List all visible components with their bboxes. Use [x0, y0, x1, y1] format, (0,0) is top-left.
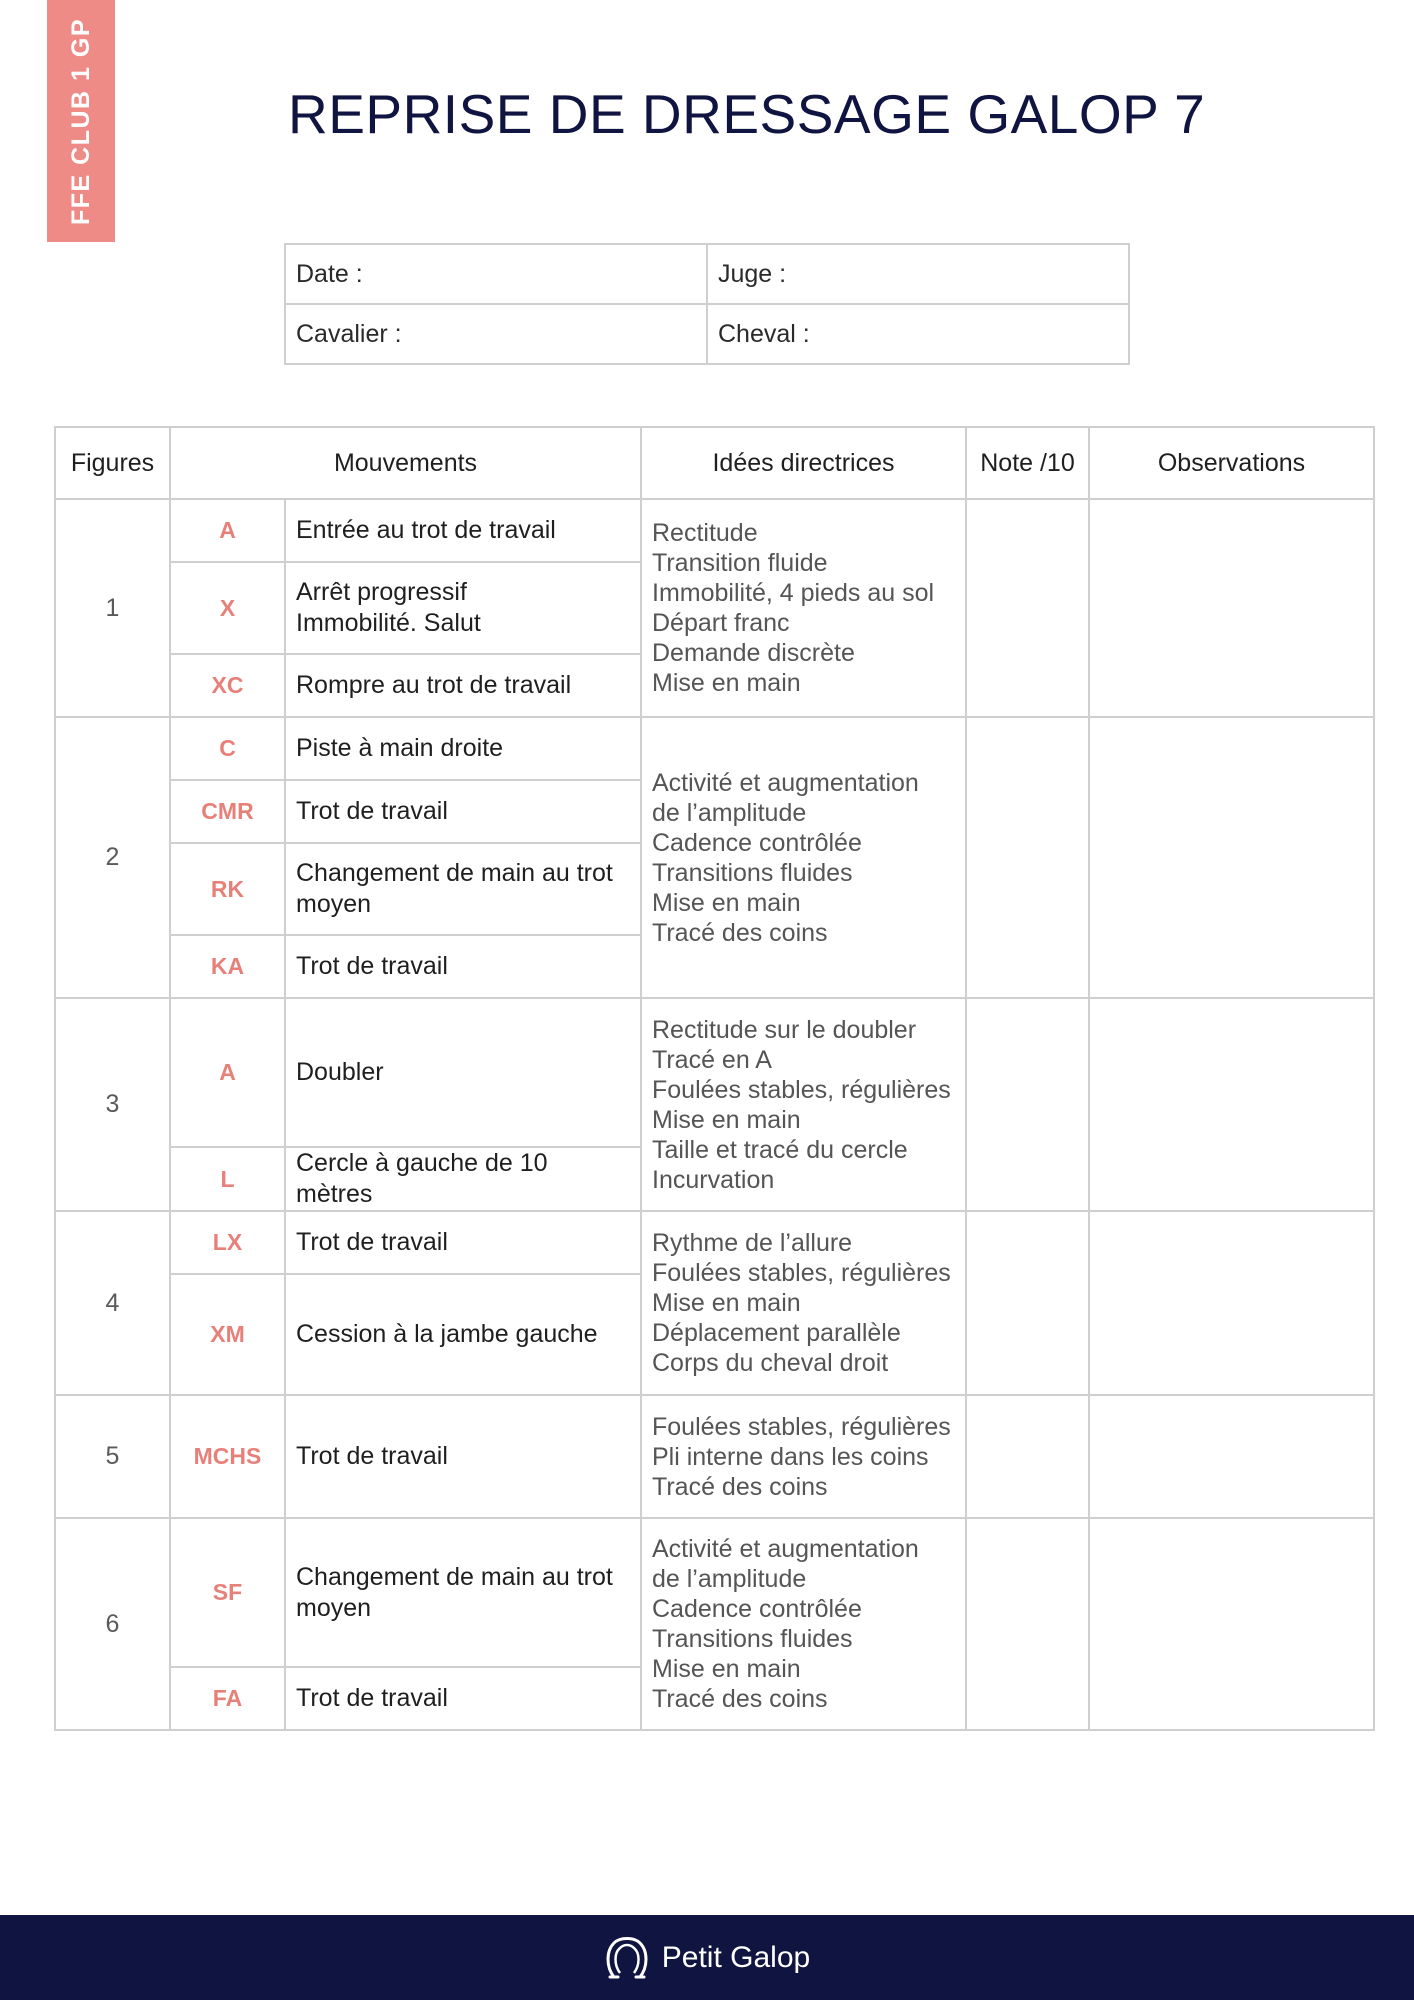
- note-cell[interactable]: [966, 1211, 1089, 1395]
- note-cell[interactable]: [966, 499, 1089, 717]
- date-field[interactable]: Date :: [285, 244, 707, 304]
- movement-code: CMR: [170, 780, 285, 843]
- movement-line: Changement de main au trot: [296, 1562, 613, 1591]
- table-row: [55, 1518, 1374, 1667]
- guiding-ideas: [641, 1518, 966, 1730]
- movement-description: [285, 1395, 641, 1518]
- idea-line: Cadence contrôlée: [652, 1595, 862, 1623]
- idea-line: Immobilité, 4 pieds au sol: [652, 579, 935, 607]
- idea-line: Tracé en A: [652, 1045, 772, 1074]
- movement-line: Cercle à gauche de 10 mètres: [296, 1149, 548, 1208]
- note-cell[interactable]: [966, 998, 1089, 1211]
- idea-line: Transitions fluides: [652, 1625, 853, 1653]
- idea-line: Rythme de l’allure: [652, 1229, 853, 1257]
- note-cell[interactable]: [966, 717, 1089, 998]
- figure-number: 2: [55, 717, 170, 998]
- movement-description: [285, 562, 641, 654]
- figure-number: 4: [55, 1211, 170, 1395]
- guiding-ideas: [641, 1395, 966, 1518]
- header-idees: Idées directrices: [641, 427, 966, 499]
- idea-line: Mise en main: [652, 888, 801, 917]
- figure-number: 1: [55, 499, 170, 717]
- movement-code: C: [170, 717, 285, 780]
- movement-line: Trot de travail: [296, 1228, 448, 1256]
- movement-code: X: [170, 562, 285, 654]
- movement-code: L: [170, 1147, 285, 1211]
- idea-line: Foulées stables, régulières: [652, 1259, 951, 1287]
- guiding-ideas: [641, 998, 966, 1211]
- movements-table: [54, 426, 1375, 1731]
- figure-number: 3: [55, 998, 170, 1211]
- movement-code: LX: [170, 1211, 285, 1274]
- idea-line: Pli interne dans les coins: [652, 1442, 929, 1471]
- movement-line: Cession à la jambe gauche: [296, 1320, 598, 1348]
- header-figures: Figures: [55, 427, 170, 499]
- info-table: [284, 243, 1130, 365]
- observations-cell[interactable]: [1089, 1395, 1374, 1518]
- header-note: Note /10: [966, 427, 1089, 499]
- side-tab-label: FFE CLUB 1 GP: [66, 17, 95, 225]
- idea-line: Tracé des coins: [652, 918, 828, 947]
- idea-line: Cadence contrôlée: [652, 828, 862, 857]
- idea-line: Mise en main: [652, 1105, 801, 1134]
- movement-code: SF: [170, 1518, 285, 1667]
- header-observations: Observations: [1089, 427, 1374, 499]
- movement-description: [285, 998, 641, 1147]
- juge-field[interactable]: Juge :: [707, 244, 1129, 304]
- movement-description: [285, 843, 641, 935]
- observations-cell[interactable]: [1089, 1518, 1374, 1730]
- idea-line: Activité et augmentation: [652, 1535, 919, 1563]
- page-title: REPRISE DE DRESSAGE GALOP 7: [288, 83, 1206, 145]
- movement-line: Entrée au trot de travail: [296, 516, 556, 544]
- idea-line: Transition fluide: [652, 549, 828, 577]
- movement-line: Trot de travail: [296, 797, 448, 825]
- movement-line: Rompre au trot de travail: [296, 671, 572, 699]
- observations-cell[interactable]: [1089, 499, 1374, 717]
- movement-code: MCHS: [170, 1395, 285, 1518]
- movement-code: RK: [170, 843, 285, 935]
- cheval-field[interactable]: Cheval :: [707, 304, 1129, 364]
- idea-line: Tracé des coins: [652, 1472, 828, 1501]
- idea-line: Transitions fluides: [652, 858, 853, 887]
- movement-description: [285, 935, 641, 998]
- movement-description: [285, 1274, 641, 1395]
- guiding-ideas: [641, 717, 966, 998]
- figure-number: 5: [55, 1395, 170, 1518]
- movement-description: [285, 1518, 641, 1667]
- movement-description: [285, 1147, 641, 1211]
- observations-cell[interactable]: [1089, 998, 1374, 1211]
- movement-line: moyen: [296, 890, 372, 918]
- horseshoe-icon: [604, 1933, 650, 1983]
- idea-line: Activité et augmentation: [652, 768, 919, 797]
- idea-line: Foulées stables, régulières: [652, 1075, 951, 1104]
- figure-number: 6: [55, 1518, 170, 1730]
- movement-line: moyen: [296, 1593, 372, 1622]
- idea-line: Mise en main: [652, 1655, 801, 1683]
- table-row: [55, 717, 1374, 780]
- movement-description: [285, 717, 641, 780]
- table-row: [55, 1395, 1374, 1518]
- movement-line: Arrêt progressif: [296, 578, 467, 606]
- header-mouvements: Mouvements: [170, 427, 641, 499]
- footer: [0, 1915, 1414, 2000]
- movement-description: [285, 1667, 641, 1730]
- movement-code: FA: [170, 1667, 285, 1730]
- idea-line: Rectitude: [652, 519, 758, 547]
- table-row: [55, 998, 1374, 1147]
- idea-line: Demande discrète: [652, 639, 855, 667]
- observations-cell[interactable]: [1089, 1211, 1374, 1395]
- idea-line: Foulées stables, régulières: [652, 1412, 951, 1441]
- movement-description: [285, 654, 641, 717]
- table-row: [55, 1211, 1374, 1274]
- idea-line: Rectitude sur le doubler: [652, 1015, 917, 1044]
- idea-line: Incurvation: [652, 1165, 775, 1194]
- movement-code: KA: [170, 935, 285, 998]
- movement-line: Trot de travail: [296, 1442, 448, 1470]
- idea-line: Mise en main: [652, 1289, 801, 1317]
- movement-line: Immobilité. Salut: [296, 609, 481, 637]
- movement-code: A: [170, 499, 285, 562]
- note-cell[interactable]: [966, 1395, 1089, 1518]
- observations-cell[interactable]: [1089, 717, 1374, 998]
- movement-description: [285, 499, 641, 562]
- movement-line: Trot de travail: [296, 952, 448, 980]
- idea-line: de l’amplitude: [652, 1565, 807, 1593]
- guiding-ideas: [641, 1211, 966, 1395]
- table-row: [55, 499, 1374, 562]
- movement-code: XC: [170, 654, 285, 717]
- idea-line: Déplacement parallèle: [652, 1319, 901, 1347]
- idea-line: Départ franc: [652, 609, 790, 637]
- guiding-ideas: [641, 499, 966, 717]
- table-header-row: [55, 427, 1374, 499]
- side-tab: [47, 0, 115, 242]
- note-cell[interactable]: [966, 1518, 1089, 1730]
- movement-code: A: [170, 998, 285, 1147]
- movement-line: Piste à main droite: [296, 734, 504, 762]
- idea-line: de l’amplitude: [652, 798, 807, 827]
- idea-line: Corps du cheval droit: [652, 1349, 889, 1377]
- movement-line: Changement de main au trot: [296, 859, 613, 887]
- movement-line: Trot de travail: [296, 1684, 448, 1712]
- movement-line: Doubler: [296, 1058, 384, 1086]
- cavalier-field[interactable]: Cavalier :: [285, 304, 707, 364]
- movement-code: XM: [170, 1274, 285, 1395]
- movement-description: [285, 1211, 641, 1274]
- idea-line: Tracé des coins: [652, 1685, 828, 1713]
- idea-line: Mise en main: [652, 669, 801, 697]
- movement-description: [285, 780, 641, 843]
- idea-line: Taille et tracé du cercle: [652, 1135, 908, 1164]
- footer-brand: Petit Galop: [661, 1940, 811, 1974]
